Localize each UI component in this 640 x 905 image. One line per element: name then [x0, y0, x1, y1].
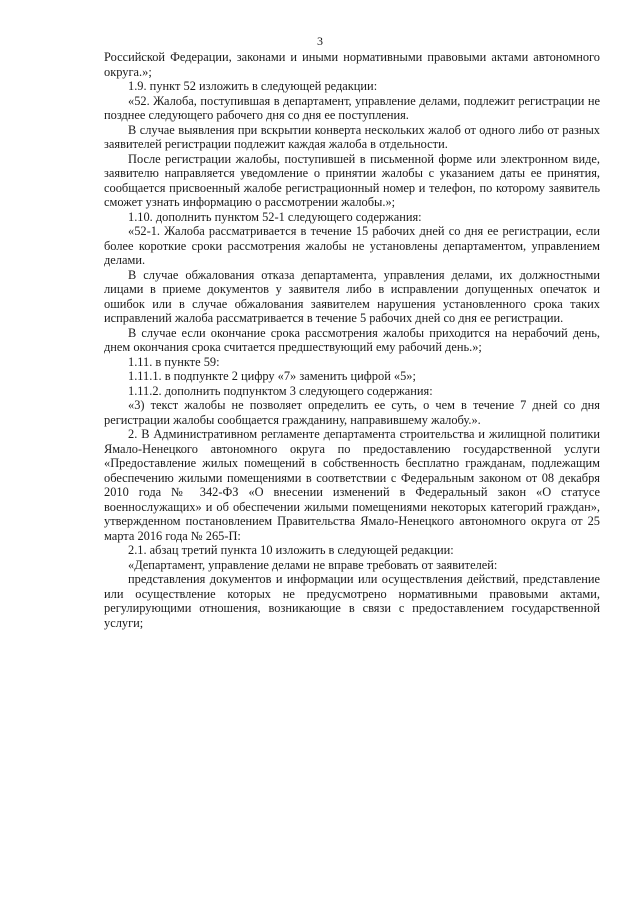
- paragraph: 2. В Административном регламенте департамента строительства и жилищной политики Ямало-Ненецкого автономного округа по предоставлению государственной услуги «Предоставление жилых помещений в собственность бесплатно гражданам, подлежащим обеспечению жилыми помещениями в соответствии с Федеральным законом от 08 декабря 2010 года № 342-ФЗ «О внесении изменений в Федеральный закон «О статусе военнослужащих» и об обеспечении жилыми помещениями некоторых категорий граждан», утвержденном постановлением Правительства Ямало-Ненецкого автономного округа от 25 марта 2016 года № 265-П:: [104, 427, 600, 543]
- paragraph: 1.11.2. дополнить подпунктом 3 следующего содержания:: [128, 383, 433, 398]
- paragraph: После регистрации жалобы, поступившей в письменной форме или электронном виде, заявителю направляется уведомление о принятии жалобы с указанием даты ее принятия, сообщается присвоенный жалобе регистрационный номер и телефон, по которому заявитель сможет узнать информацию о рассмотрении жалобы.»;: [104, 151, 600, 209]
- paragraph: 1.11. в пункте 59:: [128, 354, 220, 369]
- paragraph: «52. Жалоба, поступившая в департамент, управление делами, подлежит регистрации не позднее следующего рабочего дня со дня ее поступления.: [104, 93, 600, 122]
- paragraph: В случае выявления при вскрытии конверта нескольких жалоб от одного либо от разных заявителей регистрации подлежит каждая жалоба в отдельности.: [104, 122, 600, 151]
- paragraph: «Департамент, управление делами не вправе требовать от заявителей:: [128, 557, 498, 572]
- paragraph: 2.1. абзац третий пункта 10 изложить в следующей редакции:: [128, 543, 454, 557]
- page-number: 3: [317, 34, 323, 48]
- paragraph: Российской Федерации, законами и иными нормативными правовыми актами автономного округа.»;: [104, 50, 600, 79]
- paragraph: «52-1. Жалоба рассматривается в течение 15 рабочих дней со дня ее регистрации, если более короткие сроки рассмотрения жалобы не установлены департаментом, управлением делами.: [104, 224, 600, 267]
- paragraph: 1.10. дополнить пунктом 52-1 следующего содержания:: [128, 209, 422, 224]
- paragraph: В случае обжалования отказа департамента, управления делами, их должностными лицами в приеме документов у заявителя либо в исправлении допущенных опечаток и ошибок или в случае обжалования заявителем нарушения установленного срока таких исправлений жалоба рассматривается в течение 5 рабочих дней со дня ее регистрации.: [104, 267, 600, 325]
- paragraph: 1.9. пункт 52 изложить в следующей редакции:: [128, 79, 378, 93]
- paragraph: представления документов и информации или осуществления действий, представление или осуществление которых не предусмотрено нормативными правовыми актами, регулирующими отношения, возникающие в связи с предоставлением государственной услуги;: [104, 572, 600, 630]
- paragraph: «3) текст жалобы не позволяет определить ее суть, о чем в течение 7 дней со дня регистрации жалобы сообщается гражданину, направившему жалобу.».: [104, 398, 600, 427]
- document-body: [104, 50, 600, 630]
- paragraph: 1.11.1. в подпункте 2 цифру «7» заменить цифрой «5»;: [128, 369, 416, 383]
- paragraph: В случае если окончание срока рассмотрения жалобы приходится на нерабочий день, днем окончания срока считается предшествующий ему рабочий день.»;: [104, 325, 600, 354]
